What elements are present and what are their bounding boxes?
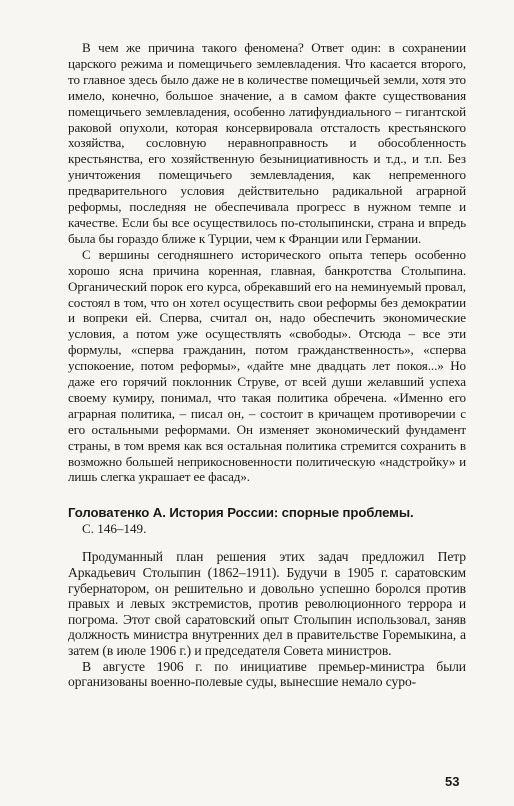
paragraph: В чем же причина такого феномена? Ответ один: в сохранении царского режима и помещичьего землевладения. Что касается второго, то главное здесь было даже не в количестве помещичьей земли, хотя это имело, конечно, большое значение, а в самом факте существования помещичьего землевладения, особенно латифундиального – гигантской раковой опухоли, которая консервировала отсталость крестьянского хозяйства, сословную неравноправность и обособленность крестьянства, его хозяйственную безынициативность и т.д., и т.п. Без уничтожения помещичьего землевладения, как непременного предварительного условия действительно радикальной аграрной реформы, последняя не обеспечивала прогресс в нужном темпе и качестве. Если бы все осуществилось по-столыпински, страна и впредь была бы гораздо ближе к Турции, чем к Франции или Германии. xyxy=(68,40,466,246)
page-text xyxy=(68,40,466,690)
paragraph: В августе 1906 г. по инициативе премьер-министра были организованы военно-полевые суды, вынесшие немало суро- xyxy=(68,658,466,690)
paragraph: С вершины сегодняшнего исторического опыта теперь особенно хорошо ясна причина коренная, главная, банкротства Столыпина. Органический порок его курса, обрекавший его на неминуемый провал, состоял в том, что он хотел осуществить свои реформы без демократии и вопреки ей. Сперва, считал он, надо обеспечить экономические условия, а потом уже осуществлять «свободы». Отсюда – все эти формулы, «сперва гражданин, потом гражданственность», «сперва успокоение, потом реформы», «дайте мне двадцать лет покоя...» Но даже его горячий поклонник Струве, от всей души желавший успеха своему кумиру, понимал, что такая политика обречена. «Именно его аграрная политика, – писал он, – состоит в кричащем противоречии с его остальными реформами. Он изменяет экономический фундамент страны, в том время как вся остальная политика стремится сохранить в возможно большей неприкосновенности политическую «надстройку» и лишь слегка украшает ее фасад». xyxy=(68,246,466,485)
page-number: 53 xyxy=(445,774,460,789)
paragraph: Продуманный план решения этих задач предложил Петр Аркадьевич Столыпин (1862–1911). Будучи в 1905 г. саратовским губернатором, он решительно и довольно успешно боролся против правых и левых экстремистов, против революционного террора и погрома. Этот свой саратовский опыт Столыпин использовал, заняв должность министра внутренних дел в правительстве Горемыкина, а затем (в июле 1906 г.) и председателя Совета министров. xyxy=(68,549,466,658)
source-heading: Головатенко А. История России: спорные проблемы. xyxy=(68,505,414,521)
source-citation xyxy=(68,505,466,537)
second-excerpt xyxy=(68,549,466,689)
source-pages: С. 146–149. xyxy=(82,521,147,537)
